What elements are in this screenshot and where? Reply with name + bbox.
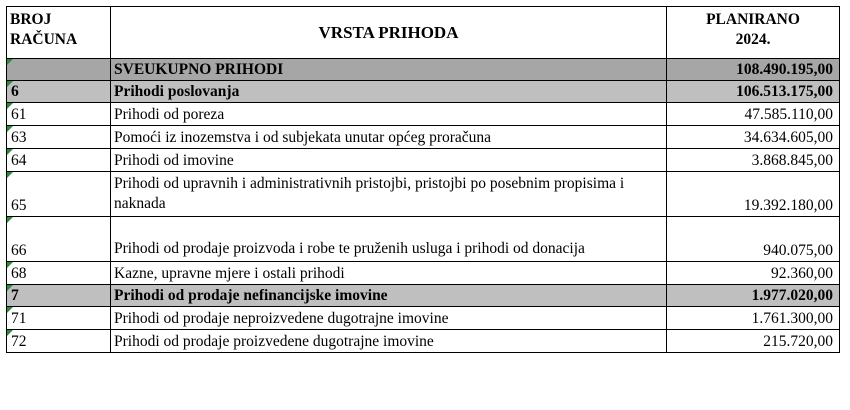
account-cell: 68 bbox=[7, 262, 111, 285]
table-row-group bbox=[7, 285, 840, 307]
desc-cell: Prihodi poslovanja bbox=[111, 81, 667, 103]
account-cell: 6 bbox=[7, 81, 111, 103]
table-row-total bbox=[7, 59, 840, 81]
account-cell: 71 bbox=[7, 307, 111, 330]
account-cell: 63 bbox=[7, 126, 111, 149]
amount-cell: 3.868.845,00 bbox=[667, 149, 840, 172]
amount-cell: 940.075,00 bbox=[667, 217, 840, 262]
revenue-table bbox=[6, 6, 840, 353]
desc-cell: Prihodi od imovine bbox=[111, 149, 667, 172]
amount-cell: 47.585.110,00 bbox=[667, 103, 840, 126]
table-row bbox=[7, 126, 840, 149]
table-row-group bbox=[7, 81, 840, 103]
amount-cell: 106.513.175,00 bbox=[667, 81, 840, 103]
account-cell: 7 bbox=[7, 285, 111, 307]
table-row bbox=[7, 217, 840, 262]
type-header: VRSTA PRIHODA bbox=[111, 7, 667, 59]
planned-header: PLANIRANO 2024. bbox=[667, 7, 840, 59]
amount-cell: 34.634.605,00 bbox=[667, 126, 840, 149]
amount-cell: 1.977.020,00 bbox=[667, 285, 840, 307]
table-row bbox=[7, 330, 840, 353]
desc-cell: Prihodi od prodaje proizvoda i robe te pruženih usluga i prihodi od donacija bbox=[111, 217, 667, 262]
desc-cell: Pomoći iz inozemstva i od subjekata unutar općeg proračuna bbox=[111, 126, 667, 149]
table-row bbox=[7, 172, 840, 217]
account-cell: 61 bbox=[7, 103, 111, 126]
desc-cell: Kazne, upravne mjere i ostali prihodi bbox=[111, 262, 667, 285]
account-cell: 64 bbox=[7, 149, 111, 172]
table-header bbox=[7, 7, 840, 59]
account-header: BROJ RAČUNA bbox=[7, 7, 111, 59]
amount-cell: 19.392.180,00 bbox=[667, 172, 840, 217]
amount-cell: 1.761.300,00 bbox=[667, 307, 840, 330]
account-cell: 65 bbox=[7, 172, 111, 217]
account-cell: 66 bbox=[7, 217, 111, 262]
desc-cell: Prihodi od poreza bbox=[111, 103, 667, 126]
desc-cell: Prihodi od prodaje neproizvedene dugotrajne imovine bbox=[111, 307, 667, 330]
amount-cell: 108.490.195,00 bbox=[667, 59, 840, 81]
desc-cell: Prihodi od upravnih i administrativnih pristojbi, pristojbi po posebnim propisima i naknada bbox=[111, 172, 667, 217]
account-cell: 72 bbox=[7, 330, 111, 353]
desc-cell: Prihodi od prodaje proizvedene dugotrajne imovine bbox=[111, 330, 667, 353]
amount-cell: 215.720,00 bbox=[667, 330, 840, 353]
desc-cell: SVEUKUPNO PRIHODI bbox=[111, 59, 667, 81]
desc-cell: Prihodi od prodaje nefinancijske imovine bbox=[111, 285, 667, 307]
table-row bbox=[7, 149, 840, 172]
table-row bbox=[7, 103, 840, 126]
table-row bbox=[7, 307, 840, 330]
account-cell bbox=[7, 59, 111, 81]
table-row bbox=[7, 262, 840, 285]
amount-cell: 92.360,00 bbox=[667, 262, 840, 285]
